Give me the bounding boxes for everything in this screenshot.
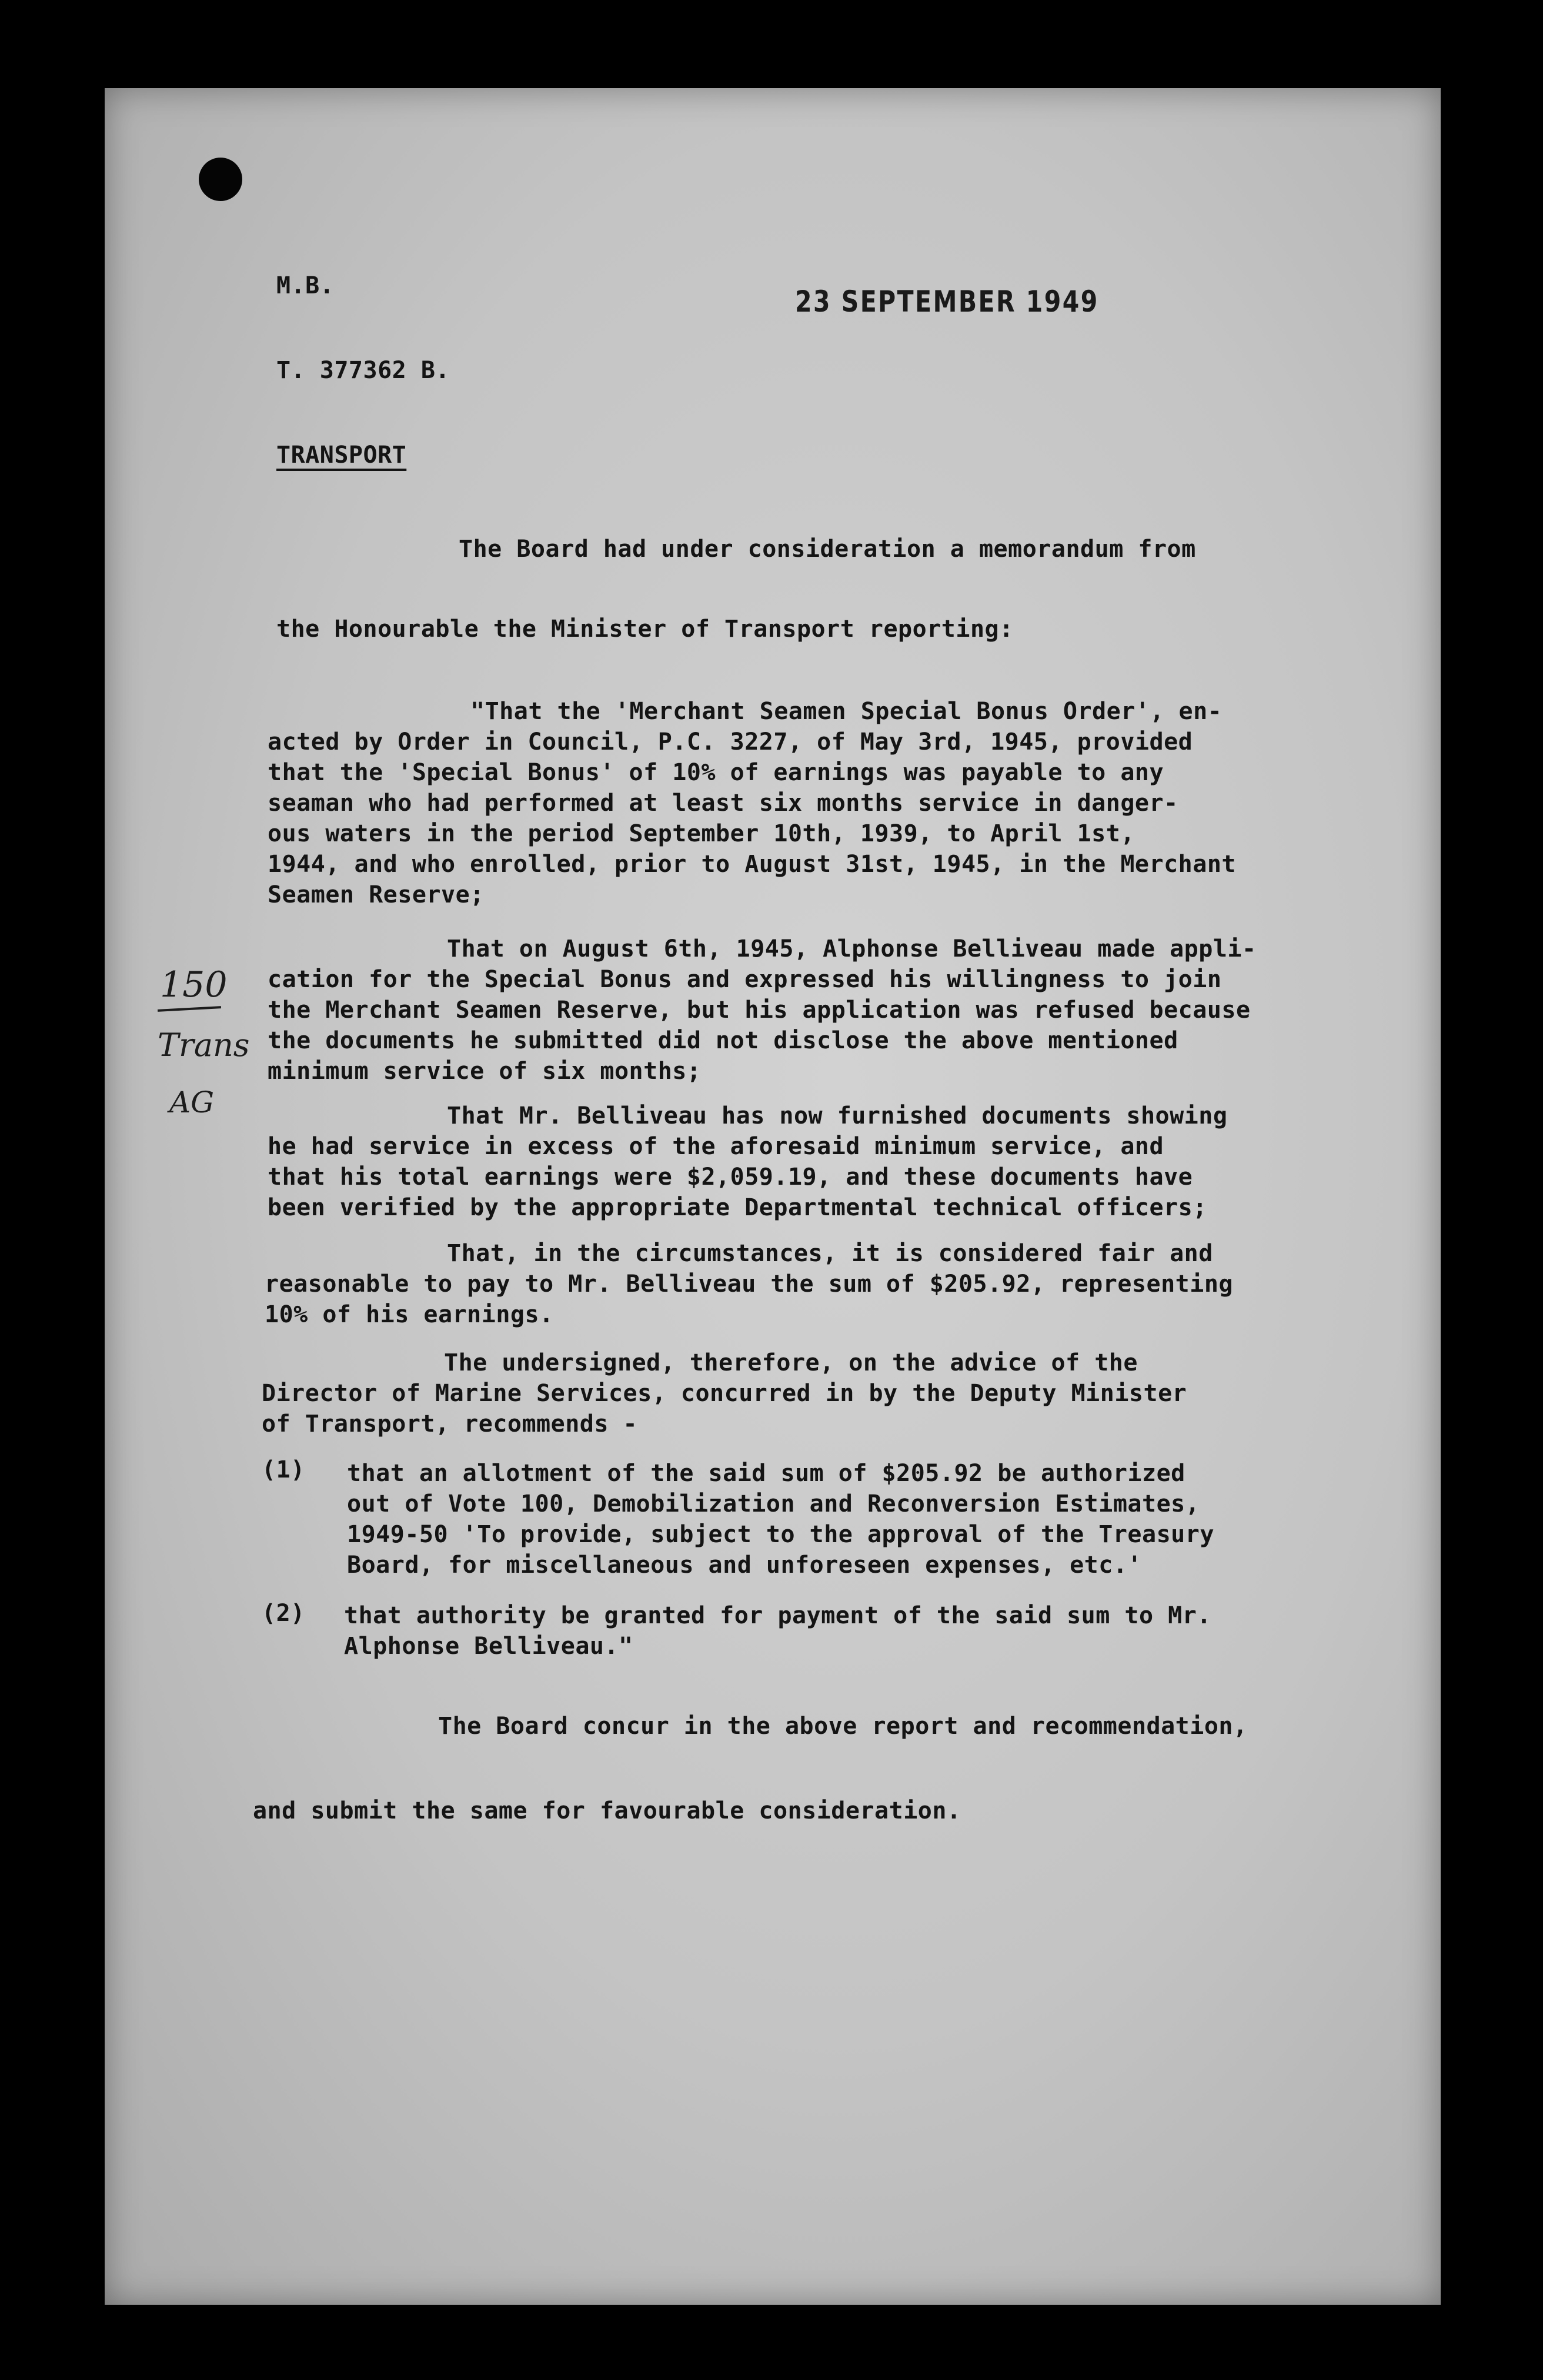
paragraph-line: Seamen Reserve; [268,881,485,908]
margin-note-trans: Trans [158,1027,250,1064]
margin-note-initials: AG [169,1085,215,1119]
margin-note-number: 150 [160,964,228,1005]
paragraph-line: ous waters in the period September 10th, 1939, to April 1st, [268,820,1135,847]
paragraph-line: of Transport, recommends - [262,1410,638,1438]
paragraph-line: cation for the Special Bonus and expressed his willingness to join [268,966,1222,993]
paragraph-line: That on August 6th, 1945, Alphonse Belliveau made appli- [447,935,1257,962]
paragraph-line: minimum service of six months; [268,1058,702,1085]
recommendation-number: (2) [262,1600,305,1627]
recommendation-line: that an allotment of the said sum of $205.92 be authorized [347,1460,1185,1487]
paragraph-line: "That the 'Merchant Seamen Special Bonus Order', en- [470,698,1223,725]
paragraph-line: been verified by the appropriate Departmental technical officers; [268,1194,1207,1221]
paragraph-line: the documents he submitted did not disclose the above mentioned [268,1027,1178,1054]
department-heading: TRANSPORT [276,442,407,469]
closing-line-1: The Board concur in the above report and recommendation, [438,1713,1248,1740]
paragraph-line: 1944, and who enrolled, prior to August 31st, 1945, in the Merchant [268,851,1236,878]
recommendation-line: 1949-50 'To provide, subject to the approval of the Treasury [347,1521,1214,1548]
paragraph-line: The undersigned, therefore, on the advice of the [444,1349,1138,1376]
intro-line-1: The Board had under consideration a memorandum from [459,536,1196,563]
paragraph-line: reasonable to pay to Mr. Belliveau the sum of $205.92, representing [265,1271,1233,1298]
date-stamp: 23 SEPTEMBER 1949 [795,285,1099,319]
recommendation-line: Alphonse Belliveau." [344,1633,633,1660]
paragraph-line: That Mr. Belliveau has now furnished documents showing [447,1102,1228,1129]
punch-hole [199,158,242,201]
closing-line-2: and submit the same for favourable consideration. [253,1797,961,1824]
paragraph-line: acted by Order in Council, P.C. 3227, of May 3rd, 1945, provided [268,728,1193,756]
paragraph-line: that the 'Special Bonus' of 10% of earnings was payable to any [268,759,1164,786]
paragraph-line: seaman who had performed at least six months service in danger- [268,790,1178,817]
recommendation-line: Board, for miscellaneous and unforeseen expenses, etc.' [347,1552,1143,1579]
paragraph-line: he had service in excess of the aforesaid minimum service, and [268,1133,1164,1160]
paragraph-line: that his total earnings were $2,059.19, and these documents have [268,1164,1193,1191]
recommendation-line: that authority be granted for payment of the said sum to Mr. [344,1602,1211,1629]
recommendation-line: out of Vote 100, Demobilization and Reconversion Estimates, [347,1490,1200,1517]
recommendation-number: (1) [262,1456,305,1483]
paragraph-line: the Merchant Seamen Reserve, but his application was refused because [268,997,1251,1024]
paragraph-line: Director of Marine Services, concurred in by the Deputy Minister [262,1380,1187,1407]
reference-number: T. 377362 B. [276,357,450,384]
paragraph-line: 10% of his earnings. [265,1301,554,1328]
intro-line-2: the Honourable the Minister of Transport reporting: [276,616,1014,643]
initials: M.B. [276,272,335,299]
paragraph-line: That, in the circumstances, it is considered fair and [447,1240,1213,1267]
